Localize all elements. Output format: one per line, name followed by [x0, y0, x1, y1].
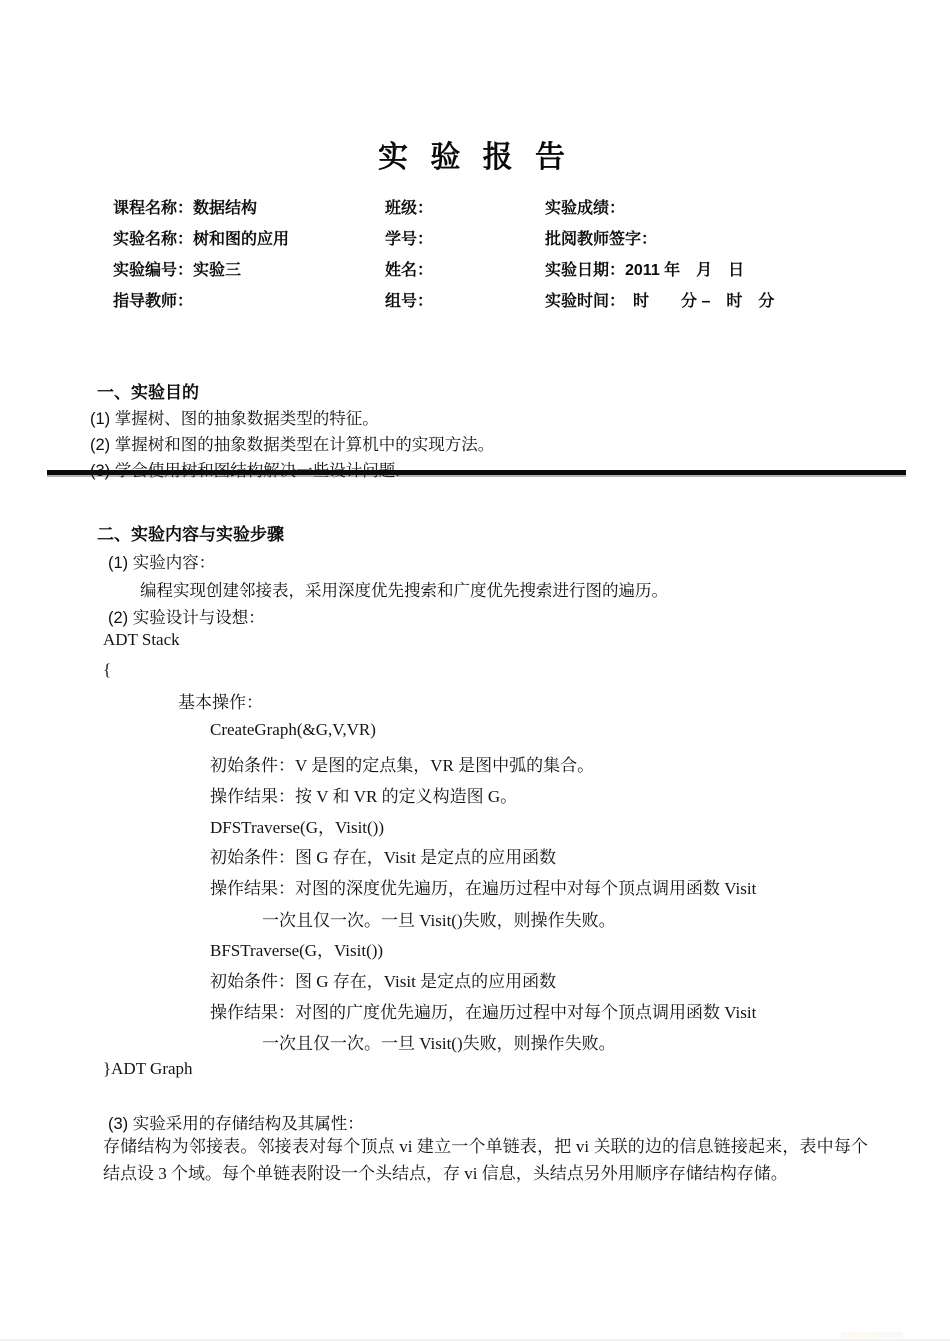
adt-line-3: 基本操作：: [178, 693, 263, 712]
section1-heading: 一、实验目的: [97, 383, 199, 402]
adt-line-12: 初始条件：图 G 存在，Visit 是定点的应用函数: [210, 972, 557, 991]
sub3-label: (3) 实验采用的存储结构及其属性：: [108, 1115, 364, 1133]
field-experiment-time: 实验时间： 时 分 – 时 分: [545, 293, 775, 310]
adt-line-8: 初始条件：图 G 存在，Visit 是定点的应用函数: [210, 848, 557, 867]
adt-line-4: CreateGraph(&G,V,VR): [210, 720, 376, 739]
adt-line-15: }ADT Graph: [103, 1059, 193, 1078]
field-advisor: 指导教师：: [113, 293, 194, 310]
page-title: 实 验 报 告: [377, 141, 572, 174]
storage-structure-paragraph: 存储结构为邻接表。邻接表对每个顶点 vi 建立一个单链表，把 vi 关联的边的信息链接起来，表中每个结点设 3 个域。每个单链表附设一个头结点，存 vi 信息，头结点另外用顺序存储结构存储。: [103, 1137, 868, 1183]
adt-line-6: 操作结果：按 V 和 VR 的定义构造图 G。: [210, 787, 518, 806]
adt-line-10: 一次且仅一次。一旦 Visit()失败，则操作失败。: [262, 911, 616, 930]
section2-heading: 二、实验内容与实验步骤: [97, 525, 284, 544]
adt-line-1: ADT Stack: [103, 630, 180, 649]
field-course-name: 课程名称：数据结构: [113, 200, 258, 217]
adt-line-7: DFSTraverse(G，Visit()): [210, 818, 385, 837]
adt-line-11: BFSTraverse(G，Visit()): [210, 941, 384, 960]
adt-line-14: 一次且仅一次。一旦 Visit()失败，则操作失败。: [262, 1034, 616, 1053]
sub2-label: (2) 实验设计与设想：: [108, 609, 265, 627]
field-class: 班级：: [385, 200, 434, 217]
adt-line-13: 操作结果：对图的广度优先遍历，在遍历过程中对每个顶点调用函数 Visit: [210, 1003, 757, 1022]
sub1-label: (1) 实验内容：: [108, 554, 216, 572]
adt-line-9: 操作结果：对图的深度优先遍历，在遍历过程中对每个顶点调用函数 Visit: [210, 879, 757, 898]
field-group-number: 组号：: [385, 293, 434, 310]
sub1-text: 编程实现创建邻接表，采用深度优先搜索和广度优先搜索进行图的遍历。: [140, 582, 668, 600]
field-teacher-signature: 批阅教师签字：: [545, 231, 658, 248]
field-student-id: 学号：: [385, 231, 434, 248]
field-score: 实验成绩：: [545, 200, 626, 217]
purpose-item-2: (2) 掌握树和图的抽象数据类型在计算机中的实现方法。: [90, 436, 495, 454]
purpose-item-3: [90, 457, 400, 481]
field-experiment-date: 实验日期：2011 年 月 日: [545, 262, 745, 279]
purpose-item-1: (1) 掌握树、图的抽象数据类型的特征。: [90, 410, 379, 428]
field-experiment-number: 实验编号：实验三: [113, 262, 242, 279]
adt-line-5: 初始条件：V 是图的定点集，VR 是图中弧的集合。: [210, 756, 595, 775]
adt-line-2: {: [103, 660, 112, 679]
field-name: 姓名：: [385, 262, 434, 279]
watermark: [841, 1332, 903, 1338]
field-experiment-name: 实验名称：树和图的应用: [113, 231, 290, 248]
thick-divider-line: [47, 470, 906, 475]
